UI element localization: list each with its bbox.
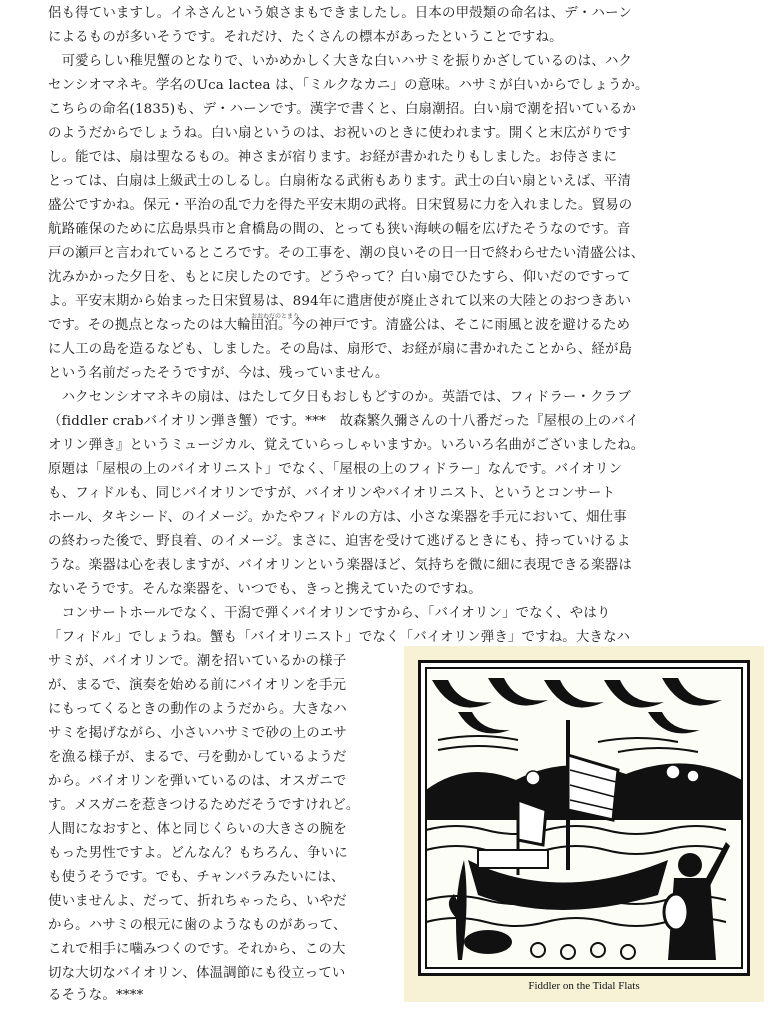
text-line: を漁る様子が、まるで、弓を動かしているようだ [48,750,347,765]
text-line: も、フィドルも、同じバイオリンですが、バイオリンやバイオリニスト、というとコンサート [48,486,616,501]
text-line: コンサートホールでなく、干潟で弾くバイオリンですから、「バイオリン」でなく、やはり [48,606,611,621]
text-line: オリン弾き』というミュージカル、覚えていらっしゃいますか。いろいろ名曲がございましたね。 [48,438,645,453]
text-line: によるものが多いそうです。それだけ、たくさんの標本があったということですね。 [48,30,563,45]
text-line: という名前だったそうですが、今は、残っていません。 [48,366,389,381]
text-line: ないそうです。そんな楽器を、いつでも、きっと携えていたのですね。 [48,582,482,597]
text-line: に人工の島を造るなども、しました。その島は、扇形で、お経が扇に書かれたことから、経が島 [48,342,633,357]
text-line: の終わった後で、野良着、のイメージ。まさに、迫害を受けて逃げるときにも、持っていけるよ [48,534,631,549]
text-line: にもってくるときの動作のようだから。大きなハ [48,702,347,717]
text-line: 切な大切なバイオリン、体温調節にも役立ってい [48,966,346,981]
text-line: 人間になおすと、体と同じくらいの大きさの腕を [48,822,347,837]
text-line: 戸の瀬戸と言われているところです。その工事を、潮の良いその日一日で終わらせたい清盛公は、 [48,246,645,261]
text-line: 原題は「屋根の上のバイオリニスト」でなく、「屋根の上のフィドラー」なんです。バイオリン [48,462,623,477]
text-line: から。ハサミの根元に歯のようなものがあって、 [48,918,347,933]
text-line: もった男性ですよ。どんなん？もちろん、争いに [48,846,348,861]
text-line: とっては、白扇は上級武士のしるし。白扇術なる武術もあります。武士の白い扇といえば、平清 [48,174,632,189]
figure-caption: Fiddler on the Tidal Flats [528,980,640,992]
text-line: から。バイオリンを弾いているのは、オスガニで [48,774,347,789]
text-line: こちらの命名(1835)も、デ・ハーンです。漢字で書くと、白扇潮招。白い扇で潮を招いているか [48,102,637,117]
text-line: 侶も得ていますし。イネさんという娘さまもできましたし。日本の甲殻類の命名は、デ・ハーン [48,6,632,21]
text-line: うな。楽器は心を表しますが、バイオリンという楽器ほど、気持ちを微に細に表現できる楽器は [48,558,632,573]
text-line: 可愛らしい稚児蟹のとなりで、いかめかしく大きな白いハサミを振りかざしているのは、ハク [48,54,633,69]
text-line: ハクセンシオマネキの扇は、はたして夕日もおしもどすのか。英語では、フィドラー・クラブ [48,390,631,405]
ruby-annotation: おおわだのとまり [251,313,300,320]
text-line: です。その拠点となったのは大輪田泊。今の神戸です。清盛公は、そこに雨風と波を避けるため [48,318,631,333]
text-line: 使いませんよ、だって、折れちゃったら、いやだ [48,894,347,909]
text-line: （fiddler crabバイオリン弾き蟹）です。*** 故森繁久彌さんの十八番だった『屋根の上のバイ [48,414,639,429]
text-line: も使うそうです。でも、チャンバラみたいには、 [48,870,345,885]
text-line: 「フィドル」でしょうね。蟹も「バイオリニスト」でなく「バイオリン弾き」ですね。大きなハ [48,630,631,645]
woodcut-illustration [418,660,750,976]
illustration-figure [404,646,764,1002]
text-line: のようだからでしょうね。白い扇というのは、お祝いのときに使われます。開くと末広がりです [48,126,632,141]
text-line: 沈みかかった夕日を、もとに戻したのです。どうやって？白い扇でひたすら、仰いだのですって [48,270,631,285]
text-line: よ。平安末期から始まった日宋貿易は、894年に遣唐使が廃止されて以来の大陸とのおつきあい [48,294,632,309]
text-line: 盛公ですかね。保元・平治の乱で力を得た平安末期の武将。日宋貿易に力を入れました。貿易の [48,198,633,213]
text-line: が、まるで、演奏を始める前にバイオリンを手元 [48,678,347,693]
text-line: サミが、バイオリンで。潮を招いているかの様子 [48,654,347,669]
text-line: し。能では、扇は聖なるもの。神さまが宿ります。お経が書かれたりもしました。お侍さまに [48,150,618,165]
text-line: これで相手に噛みつくのです。それから、この大 [48,942,346,957]
text-line: ホール、タキシード、のイメージ。かたやフィドルの方は、小さな楽器を手元において、畑仕事 [48,510,627,525]
text-line: す。メスガニを惹きつけるためだそうですけれど。 [48,798,360,813]
text-line: るそうな。**** [48,988,144,1003]
text-line: センシオマネキ。学名のUca lactea は、「ミルクなカニ」の意味。ハサミが白いからでしょうか。 [48,78,649,93]
text-line: サミを掲げながら、小さいハサミで砂の上のエサ [48,726,347,741]
text-line: 航路確保のために広島県呉市と倉橋島の間の、とっても狭い海峡の幅を広げたそうなのです。音 [48,222,631,237]
